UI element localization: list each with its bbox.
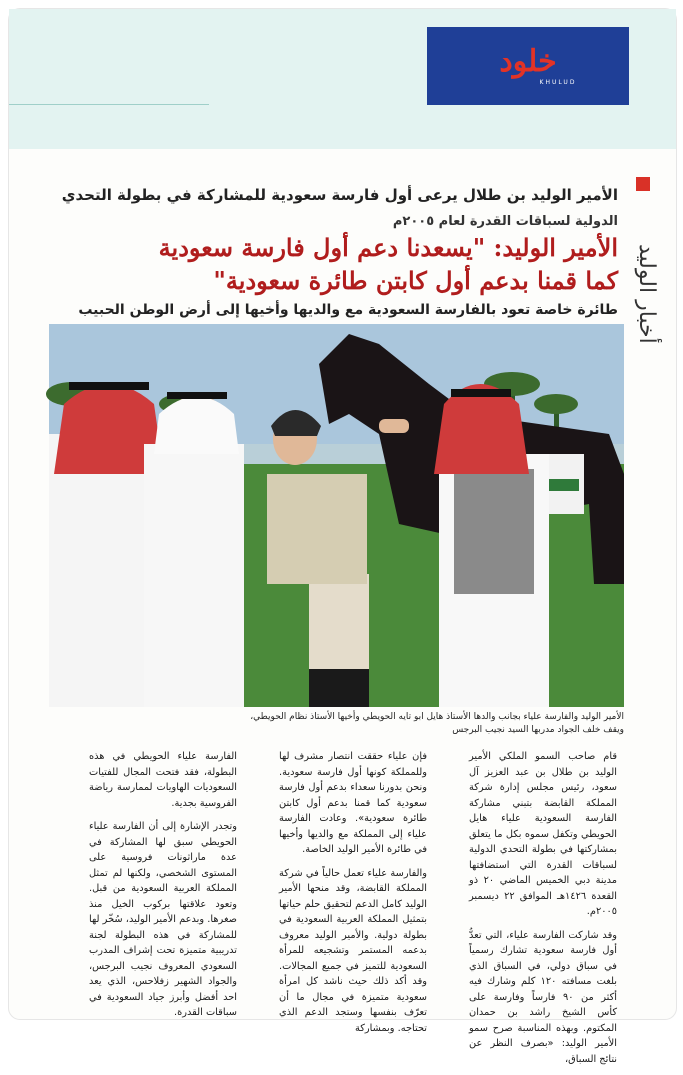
photo-illustration — [49, 324, 624, 707]
paragraph: قام صاحب السمو الملكي الأمير الوليد بن طلال بن عبد العزيز آل سعود، رئيس مجلس إدارة شركة المملكة القابضة بتبني مشاركة الفارسة السعودية علياء هايل الحويطي وتكفل سموه بكل ما يتعلق بمشاركتها في بطولة التحدي الدولية لسباقات القدرة التي استضافتها مدينة دبي الخميس الماضي ٢٠ ذو القعدة ١٤٢٦هـ الموافق ٢٢ ديسمبر ٢٠٠٥م. — [469, 751, 617, 917]
paragraph: وتجدر الإشارة إلى أن الفارسة علياء الحويطي سبق لها المشاركة في عدة ماراثونات فروسية على المستوى الشخصي، ولكنها لم تمثل المملكة العربية السعودية من قبل. وتعود علاقتها بركوب الخيل منذ صغرها. وبدعم الأمير الوليد، سُخّر لها للمشاركة في هذه البطولة لجنة تدريبية متميزة تحت إشراف المدرب السعودي المعروف نجيب البرجس، والجواد الشهير زفلاحس، الذي يعد احد أفضل وأبرز جياد السعودية في سباقات القدرة. — [89, 821, 237, 1018]
photo-caption — [49, 711, 624, 737]
caption-line2: ويقف خلف الجواد مدربها السيد نجيب البرجس — [452, 725, 624, 735]
paragraph: وقد شاركت الفارسة علياء، التي تعدُّ أول فارسة سعودية تشارك رسمياً في سباق دولي، في السباق الذي بلغت مسافته ١٢٠ كلم وشارك فيه أكثر من ٩٠ فارساً وفارسة على كأس الشيخ راشد بن حمدان المكتوم. وبهذه المناسبة صرح سمو الأمير الوليد: «بصرف النظر عن نتائج السباق، — [469, 929, 617, 1065]
paragraph: الفارسة علياء الحويطي في هذه البطولة، فقد فتحت المجال للفتيات السعوديات الهاويات لممارسة رياضة الفروسية بجدية. — [89, 751, 237, 809]
logo-text: خلود — [499, 43, 557, 79]
main-headline-2: كما قمنا بدعم أول كابتن طائرة سعودية" — [213, 266, 618, 295]
section-label: أخبار الوليد — [634, 244, 659, 344]
logo-subtext: KHULUD — [539, 78, 577, 86]
article-column-3 — [89, 749, 237, 1029]
paragraph: والفارسة علياء تعمل حالياً في شركة المملكة القابضة، وقد منحها الأمير الوليد كامل الدعم لتحقيق حلم حياتها بتمثيل المملكة العربية السعودية في بطولة دولية. والأمير الوليد معروف بدعمه المستمر وتشجيعه للمرأة السعودية للتميز في جميع المجالات. وقد أكد ذلك حيث ناشد كل امرأة سعودية متميزة في مجال ما أن تعرّف بنفسها وستجد الدعم الذي تحتاجه. وبمشاركة — [279, 867, 427, 1034]
article-column-2 — [279, 749, 427, 1044]
caption-line1: الأمير الوليد والفارسة علياء بجانب والدها الأستاذ هايل ابو تايه الحويطي وأخيها الأستاذ نظام الحويطي، — [250, 712, 624, 722]
headline-line2: الدولية لسباقات القدرة لعام ٢٠٠٥م — [392, 214, 618, 229]
magazine-page — [8, 8, 677, 1065]
article-photo — [49, 324, 624, 707]
headline-line1: الأمير الوليد بن طلال يرعى أول فارسة سعودية للمشاركة في بطولة التحدي — [61, 186, 618, 204]
header-rule — [9, 104, 209, 105]
section-marker — [636, 177, 650, 191]
paragraph: فإن علياء حققت انتصار مشرف لها وللمملكة كونها أول فارسة سعودية. ونحن بدورنا سعداء بدعم أول فارسة سعودية كما قمنا بدعم أول كابتن طائرة سعودية». وعادت الفارسة علياء إلى المملكة مع والديها وأخيها في طائرة الأمير الوليد الخاصة. — [279, 751, 427, 855]
article-column-1 — [469, 749, 617, 1075]
magazine-logo — [427, 27, 629, 105]
subheadline: طائرة خاصة تعود بالفارسة السعودية مع والديها وأخيها إلى أرض الوطن الحبيب — [78, 302, 618, 318]
main-headline-1: الأمير الوليد: "يسعدنا دعم أول فارسة سعودية — [158, 233, 618, 262]
